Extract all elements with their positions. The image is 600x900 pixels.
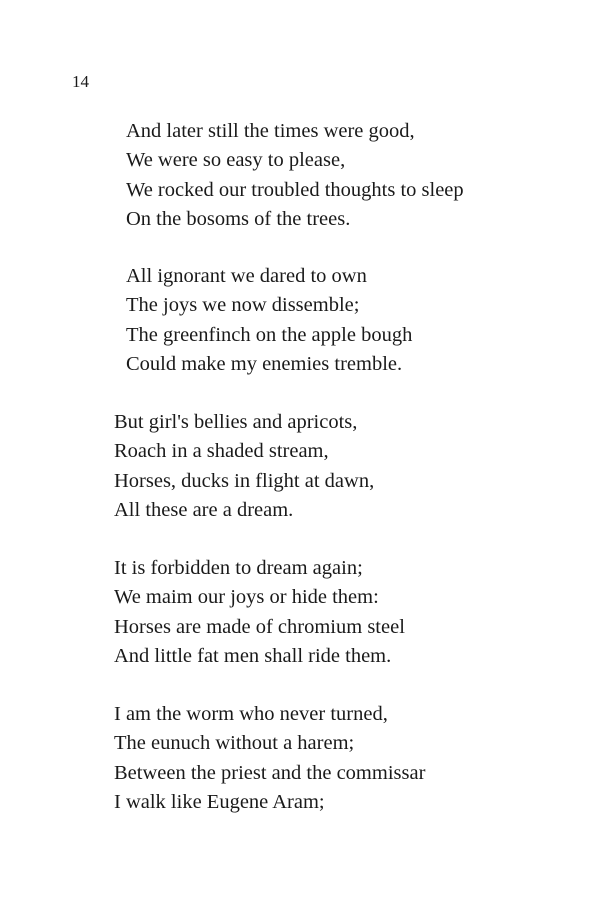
- poem-line: We were so easy to please,: [126, 149, 346, 172]
- poem-line: It is forbidden to dream again;: [114, 557, 363, 579]
- stanza-1: [126, 117, 464, 234]
- stanza-5: [114, 700, 425, 817]
- poem-line: The joys we now dissemble;: [126, 294, 360, 317]
- poem-line: All these are a dream.: [114, 498, 294, 521]
- poem-line: Horses, ducks in flight at dawn,: [114, 469, 375, 492]
- page-number: 14: [72, 72, 89, 91]
- poem-line: Roach in a shaded stream,: [114, 440, 329, 463]
- poem-line: Between the priest and the commissar: [114, 761, 426, 784]
- poem-line: The eunuch without a harem;: [114, 732, 355, 755]
- poem-line: And later still the times were good,: [126, 120, 415, 142]
- poem-line: All ignorant we dared to own: [126, 265, 367, 287]
- poem-line: We maim our joys or hide them:: [114, 586, 379, 609]
- poem-line: I walk like Eugene Aram;: [114, 790, 325, 813]
- stanza-2: [126, 262, 412, 379]
- poem-line: The greenfinch on the apple bough: [126, 323, 413, 346]
- poem-line: Could make my enemies tremble.: [126, 352, 403, 375]
- poem-line: I am the worm who never turned,: [114, 703, 388, 725]
- poem-line: We rocked our troubled thoughts to sleep: [126, 178, 464, 201]
- poem-line: But girl's bellies and apricots,: [114, 411, 358, 433]
- poem-line: On the bosoms of the trees.: [126, 207, 351, 230]
- poem-line: And little fat men shall ride them.: [114, 644, 392, 667]
- stanza-4: [114, 554, 405, 671]
- stanza-3: [114, 408, 374, 525]
- poem-line: Horses are made of chromium steel: [114, 615, 405, 638]
